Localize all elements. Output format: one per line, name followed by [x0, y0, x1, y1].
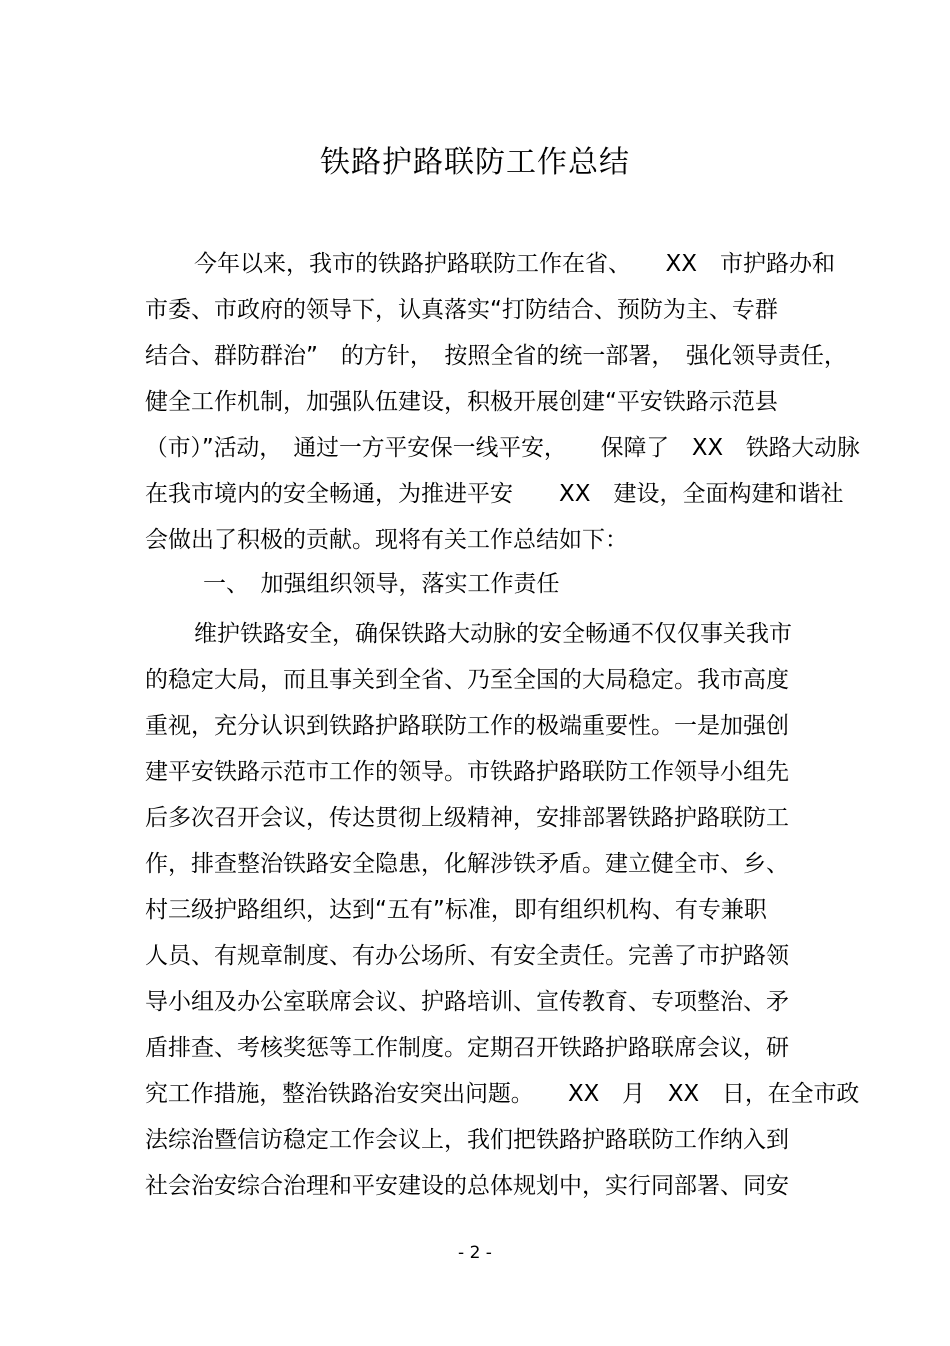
paragraph-line: 社会治安综合治理和平安建设的总体规划中，实行同部署、同安 [145, 1173, 789, 1199]
paragraph-line: 盾排查、考核奖惩等工作制度。定期召开铁路护路联席会议，研 [145, 1035, 789, 1061]
paragraph-line: 会做出了积极的贡献。现将有关工作总结如下： [145, 527, 628, 553]
paragraph-line: 在我市境内的安全畅通，为推进平安 XX 建设，全面构建和谐社 [145, 481, 844, 507]
paragraph-line: 村三级护路组织，达到“五有”标准，即有组织机构、有专兼职 [145, 897, 767, 923]
paragraph-line: 后多次召开会议，传达贯彻上级精神，安排部署铁路护路联防工 [145, 805, 789, 831]
paragraph-line: 作，排查整治铁路安全隐患，化解涉铁矛盾。建立健全市、乡、 [145, 851, 789, 877]
page-number: - 2 - [458, 1243, 492, 1263]
paragraph-line: 导小组及办公室联席会议、护路培训、宣传教育、专项整治、矛 [145, 989, 789, 1015]
paragraph-line: （市）”活动， 通过一方平安保一线平安， 保障了 XX 铁路大动脉 [145, 435, 860, 461]
paragraph-line: 究工作措施，整治铁路治安突出问题。 XX 月 XX 日，在全市政 [145, 1081, 860, 1107]
paragraph-line: 建平安铁路示范市工作的领导。市铁路护路联防工作领导小组先 [145, 759, 789, 785]
document-title: 铁路护路联防工作总结 [320, 145, 630, 180]
paragraph-line: 法综治暨信访稳定工作会议上，我们把铁路护路联防工作纳入到 [145, 1127, 789, 1153]
paragraph-line: 人员、有规章制度、有办公场所、有安全责任。完善了市护路领 [145, 943, 789, 969]
paragraph-line: 市委、市政府的领导下，认真落实“打防结合、预防为主、专群 [145, 297, 778, 323]
paragraph-line: 的稳定大局，而且事关到全省、乃至全国的大局稳定。我市高度 [145, 667, 789, 693]
paragraph-line: 重视，充分认识到铁路护路联防工作的极端重要性。一是加强创 [145, 713, 789, 739]
paragraph-line: 今年以来，我市的铁路护路联防工作在省、 XX 市护路办和 [194, 251, 836, 277]
paragraph-line: 维护铁路安全，确保铁路大动脉的安全畅通不仅仅事关我市 [194, 621, 792, 647]
section-heading: 一、 加强组织领导，落实工作责任 [203, 571, 560, 597]
paragraph-line: 健全工作机制，加强队伍建设，积极开展创建“平安铁路示范县 [145, 389, 778, 415]
paragraph-line: 结合、群防群治” 的方针， 按照全省的统一部署， 强化领导责任， [145, 343, 847, 369]
